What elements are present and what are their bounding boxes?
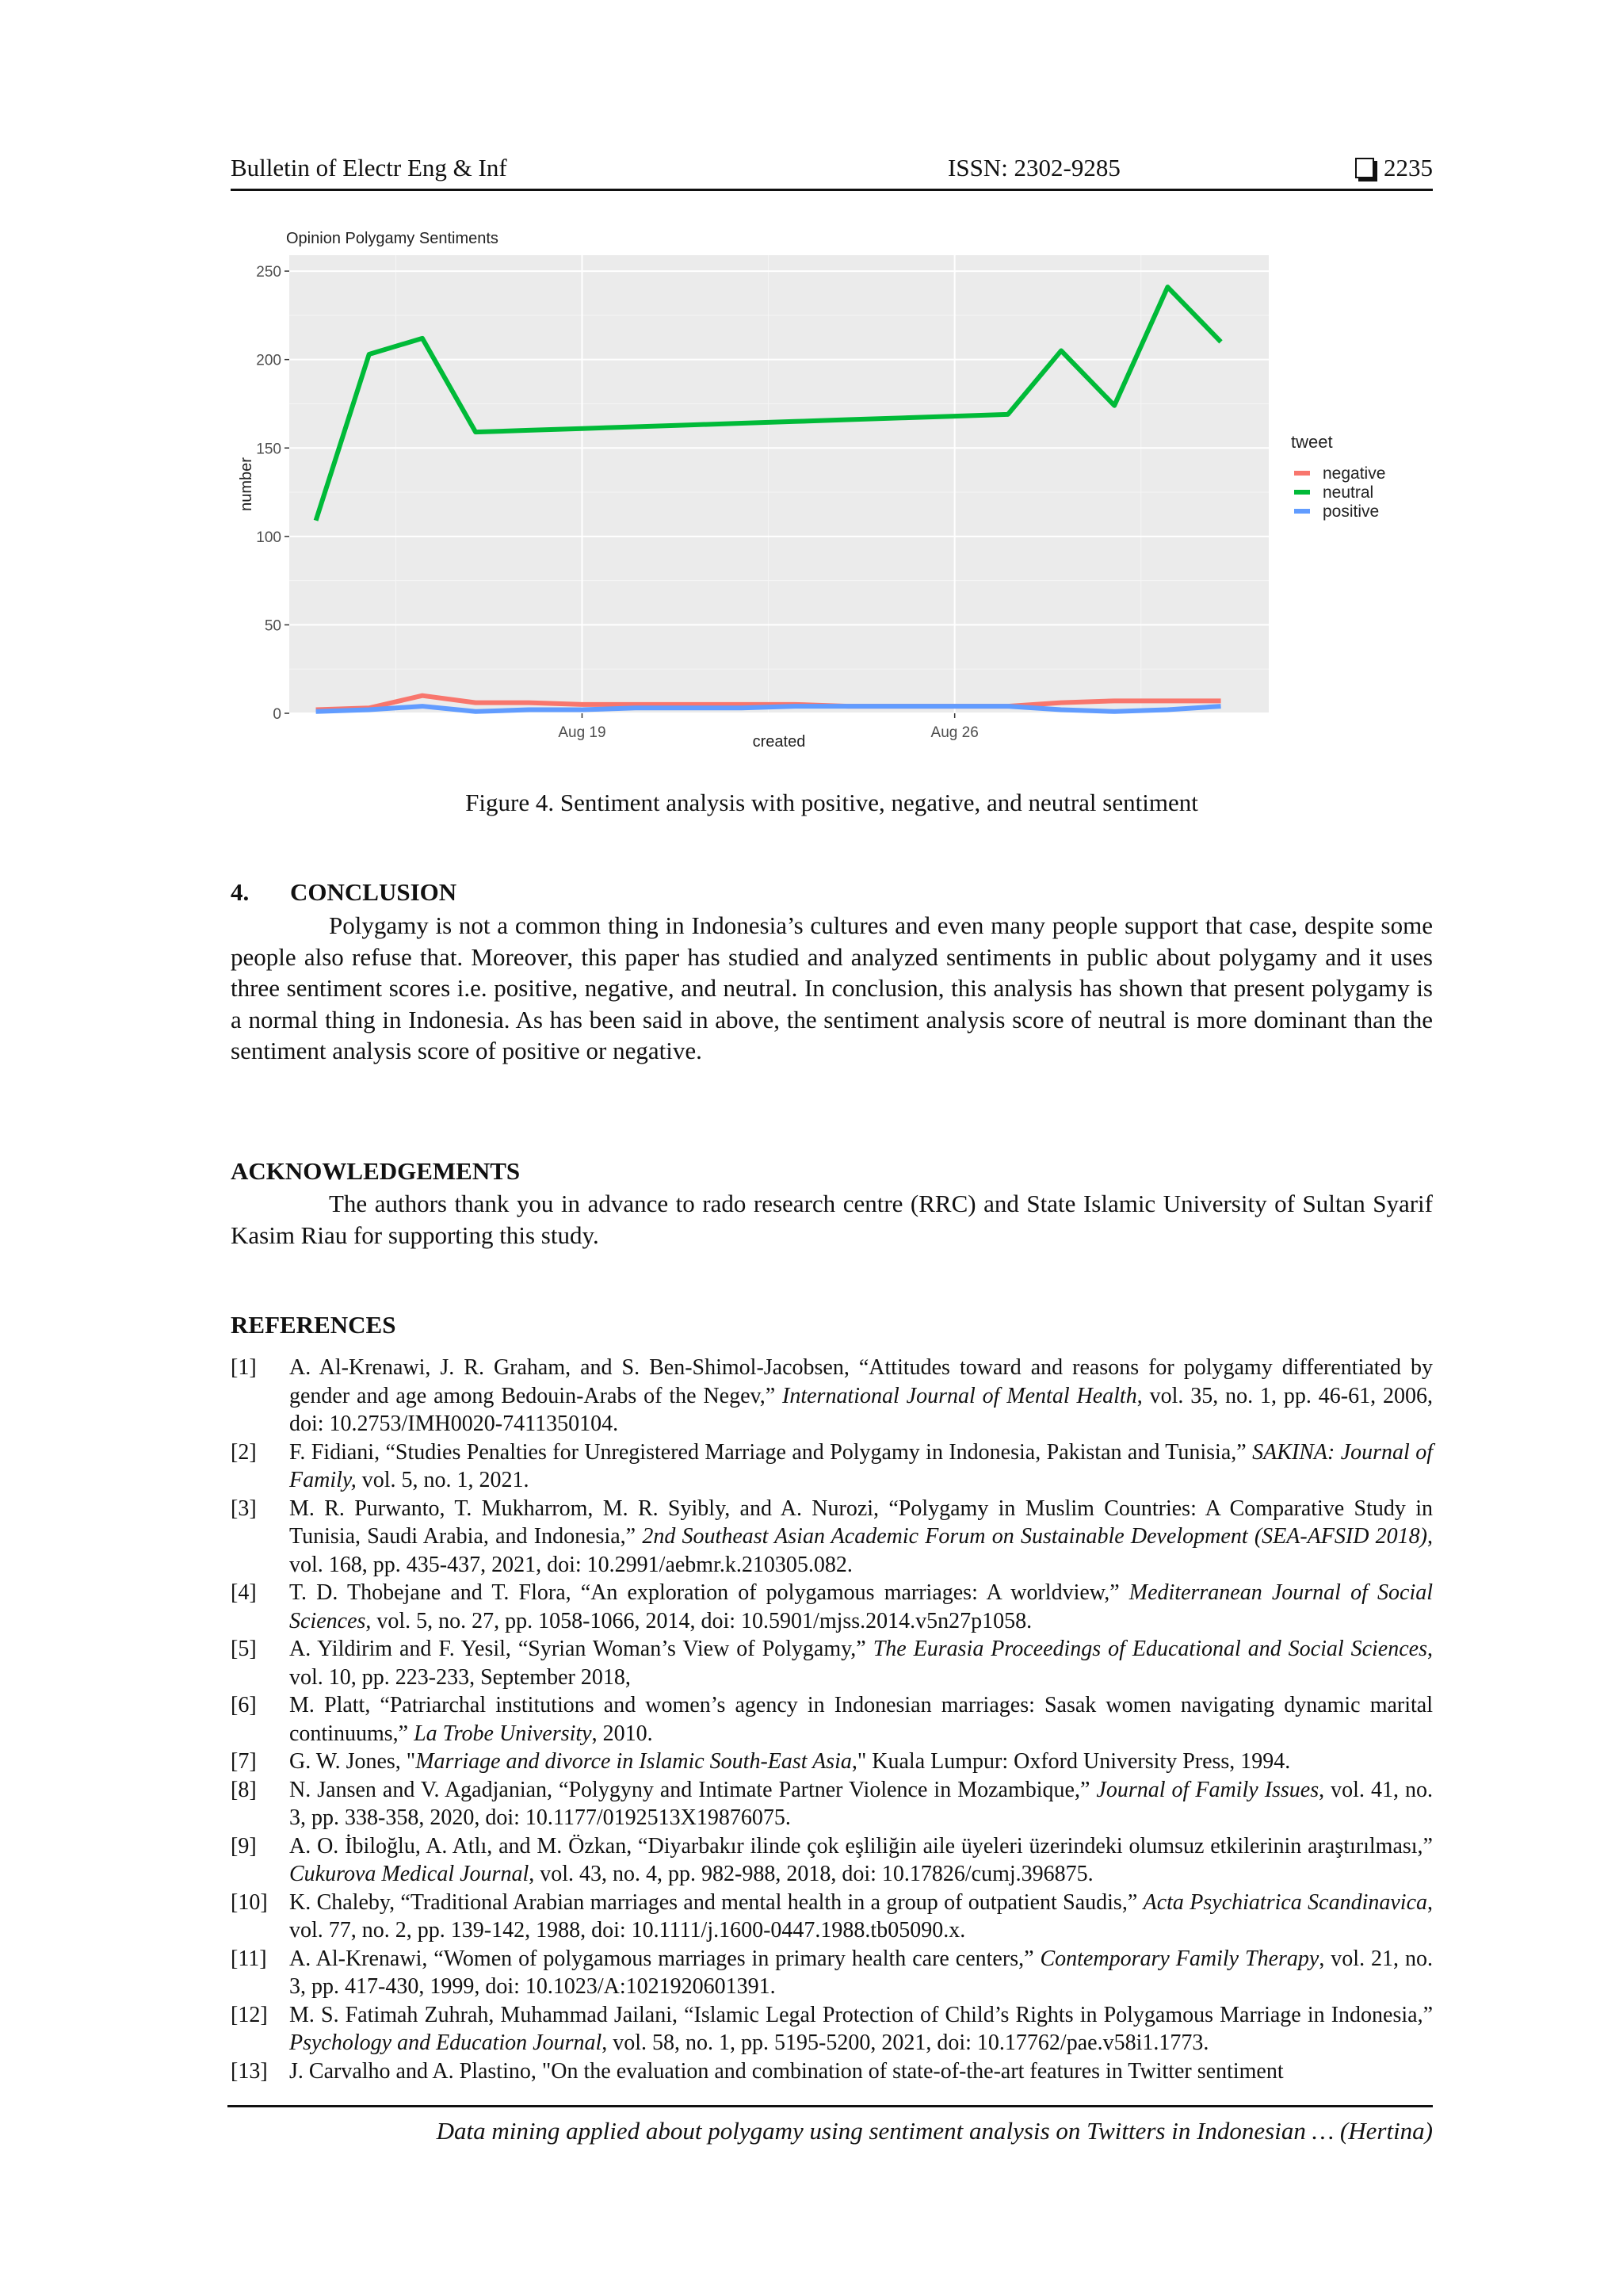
reference-item [231, 1579, 1433, 1635]
reference-details: ," Kuala Lumpur: Oxford University Press, 1994. [851, 1749, 1291, 1774]
acknowledgements-paragraph: The authors thank you in advance to rado research centre (RRC) and State Islamic University of Sultan Syarif Kasim Riau for supporting this study. [231, 1190, 1433, 1249]
reference-number: [7] [231, 1749, 257, 1774]
section-number: 4. [231, 878, 250, 906]
y-tick-label: 200 [256, 352, 281, 369]
page-number-text: 2235 [1384, 154, 1433, 181]
figure-caption: Figure 4. Sentiment analysis with positive, negative, and neutral sentiment [465, 789, 1198, 816]
reference-source: Psychology and Education Journal [289, 2030, 602, 2055]
reference-number: [2] [231, 1439, 257, 1465]
reference-source: Journal of Family Issues [1096, 1777, 1319, 1802]
reference-source: Contemporary Family Therapy [1040, 1946, 1319, 1971]
reference-item [231, 1889, 1433, 1945]
reference-number: [8] [231, 1777, 257, 1802]
reference-details: , vol. 168, pp. 435-437, 2021, doi: 10.2991/aebmr.k.210305.082. [289, 1524, 1433, 1577]
reference-number: [5] [231, 1637, 257, 1661]
references-heading: REFERENCES [231, 1311, 396, 1339]
reference-item [231, 2001, 1433, 2057]
reference-source: Acta Psychiatrica Scandinavica [1143, 1889, 1428, 1915]
reference-text: N. Jansen and V. Agadjanian, “Polygyny and Intimate Partner Violence in Mozambique,” [289, 1777, 1097, 1802]
reference-source: The Eurasia Proceedings of Educational and Social Sciences [873, 1637, 1427, 1661]
reference-details: , vol. 41, no. 3, pp. 338-358, 2020, doi: 10.1177/0192513X19876075. [289, 1777, 1433, 1830]
reference-number: [3] [231, 1496, 257, 1521]
reference-number: [6] [231, 1693, 257, 1717]
reference-item [231, 1354, 1433, 1438]
reference-item [231, 1748, 1433, 1776]
sentiment-line-chart [237, 226, 1426, 765]
y-tick-label: 250 [256, 264, 281, 281]
reference-text: A. Yildirim and F. Yesil, “Syrian Woman’s View of Polygamy,” [289, 1637, 873, 1661]
reference-number: [12] [231, 2002, 268, 2027]
reference-source: Cukurova Medical Journal [289, 1862, 529, 1886]
reference-item [231, 1691, 1433, 1748]
conclusion-paragraph: Polygamy is not a common thing in Indonesia’s cultures and even many people support that case, despite some people also refuse that. Moreover, this paper has studied and analyzed sentiments in public about polygamy and it uses three sentiment scores i.e. positive, negative, and neutral. In conclusion, this analysis has shown that present polygamy is a normal thing in Indonesia. As has been said in above, the sentiment analysis score of neutral is more dominant than the sentiment analysis score of positive or negative. [231, 911, 1433, 1064]
running-header [231, 154, 1433, 191]
reference-number: [1] [231, 1355, 257, 1380]
reference-text: M. S. Fatimah Zuhrah, Muhammad Jailani, “Islamic Legal Protection of Child’s Rights in Polygamous Marriage in Indonesia,” [289, 2002, 1433, 2027]
y-tick-label: 100 [256, 529, 281, 546]
reference-text: M. R. Purwanto, T. Mukharrom, M. R. Syibly, and A. Nurozi, “Polygamy in Muslim Countries: A Comparative Study in Tunisia, Saudi Arabia, and Indonesia,” [289, 1496, 1433, 1549]
footer-title: Data mining applied about polygamy using sentiment analysis on Twitters in Indonesian … (Hertina) [436, 2117, 1433, 2145]
x-tick-label: Aug 26 [930, 724, 979, 741]
reference-details: , vol. 5, no. 27, pp. 1058-1066, 2014, doi: 10.5901/mjss.2014.v5n27p1058. [365, 1608, 1033, 1633]
reference-number: [11] [231, 1946, 267, 1971]
reference-text: F. Fidiani, “Studies Penalties for Unregistered Marriage and Polygamy in Indonesia, Pakistan and Tunisia,” [289, 1439, 1253, 1465]
reference-list [231, 1354, 1433, 2085]
reference-item [231, 2057, 1433, 2086]
reference-text: J. Carvalho and A. Plastino, "On the evaluation and combination of state-of-the-art features in Twitter sentiment [289, 2058, 1284, 2084]
reference-text: M. Platt, “Patriarchal institutions and women’s agency in Indonesian marriages: Sasak women navigating dynamic marital continuums,” [289, 1693, 1433, 1746]
page-box-icon [1355, 158, 1374, 178]
reference-item [231, 1495, 1433, 1580]
reference-item [231, 1438, 1433, 1495]
legend-title: tweet [1291, 432, 1333, 452]
x-axis-label: created [752, 733, 806, 751]
reference-text: A. O. İbiloğlu, A. Atlı, and M. Özkan, “Diyarbakır ilinde çok eşliliğin aile üyeleri üzerindeki olumsuz etkilerinin araştırılması,” [289, 1833, 1433, 1859]
reference-source: La Trobe University [414, 1721, 592, 1746]
reference-details: , vol. 58, no. 1, pp. 5195-5200, 2021, doi: 10.17762/pae.v58i1.1773. [601, 2030, 1209, 2055]
reference-source: Mediterranean Journal of Social Sciences [289, 1580, 1434, 1633]
reference-details: vol. 5, no. 1, 2021. [356, 1468, 529, 1492]
y-axis-label: number [238, 457, 255, 511]
reference-details: , vol. 43, no. 4, pp. 982-988, 2018, doi: 10.17826/cumj.396875. [529, 1862, 1094, 1886]
reference-text: T. D. Thobejane and T. Flora, “An exploration of polygamous marriages: A worldview,” [289, 1580, 1129, 1605]
y-tick-label: 150 [256, 441, 281, 458]
x-tick-label: Aug 19 [558, 724, 606, 741]
plot-panel [289, 255, 1269, 713]
reference-details: , 2010. [591, 1721, 653, 1746]
reference-source: Marriage and divorce in Islamic South-East Asia [415, 1749, 852, 1774]
reference-number: [10] [231, 1889, 268, 1915]
reference-number: [4] [231, 1580, 257, 1605]
legend-label-neutral: neutral [1323, 483, 1374, 502]
reference-source: International Journal of Mental Health [782, 1383, 1137, 1408]
running-footer [227, 2105, 1433, 2145]
reference-text: G. W. Jones, " [289, 1749, 416, 1774]
reference-details: , vol. 21, no. 3, pp. 417-430, 1999, doi: 10.1023/A:1021920601391. [289, 1946, 1433, 1999]
reference-item [231, 1635, 1433, 1691]
reference-item [231, 1776, 1433, 1832]
y-tick-label: 50 [264, 617, 281, 635]
legend-label-positive: positive [1323, 502, 1380, 521]
reference-text: K. Chaleby, “Traditional Arabian marriages and mental health in a group of outpatient Saudis,” [289, 1889, 1144, 1915]
reference-item [231, 1832, 1433, 1889]
reference-details: , vol. 35, no. 1, pp. 46-61, 2006, doi: 10.2753/IMH0020-7411350104. [289, 1383, 1433, 1436]
y-tick-label: 0 [273, 706, 281, 723]
reference-number: [9] [231, 1833, 257, 1859]
reference-source: 2nd Southeast Asian Academic Forum on Sustainable Development (SEA-AFSID 2018) [642, 1524, 1427, 1549]
chart-title: Opinion Polygamy Sentiments [286, 230, 498, 247]
issn: ISSN: 2302-9285 [948, 154, 1121, 181]
page-number [1355, 154, 1433, 182]
section-title: CONCLUSION [290, 878, 457, 906]
reference-source: SAKINA: Journal of Family, [289, 1439, 1434, 1492]
reference-details: , vol. 77, no. 2, pp. 139-142, 1988, doi: 10.1111/j.1600-0447.1988.tb05090.x. [289, 1889, 1434, 1943]
conclusion-heading [231, 878, 456, 907]
journal-name: Bulletin of Electr Eng & Inf [231, 154, 507, 181]
legend [1291, 432, 1385, 521]
reference-details: , vol. 10, pp. 223-233, September 2018, [289, 1637, 1433, 1690]
reference-text: A. Al-Krenawi, “Women of polygamous marriages in primary health care centers,” [289, 1946, 1041, 1971]
legend-label-negative: negative [1323, 464, 1386, 483]
reference-number: [13] [231, 2058, 268, 2084]
y-axis [256, 264, 289, 723]
acknowledgements-heading: ACKNOWLEDGEMENTS [231, 1157, 521, 1185]
reference-item [231, 1945, 1433, 2001]
figure-4-chart [237, 226, 1426, 765]
reference-text: A. Al-Krenawi, J. R. Graham, and S. Ben-Shimol-Jacobsen, “Attitudes toward and reasons for polygamy differentiated by gender and age among Bedouin-Arabs of the Negev,” [289, 1355, 1433, 1408]
